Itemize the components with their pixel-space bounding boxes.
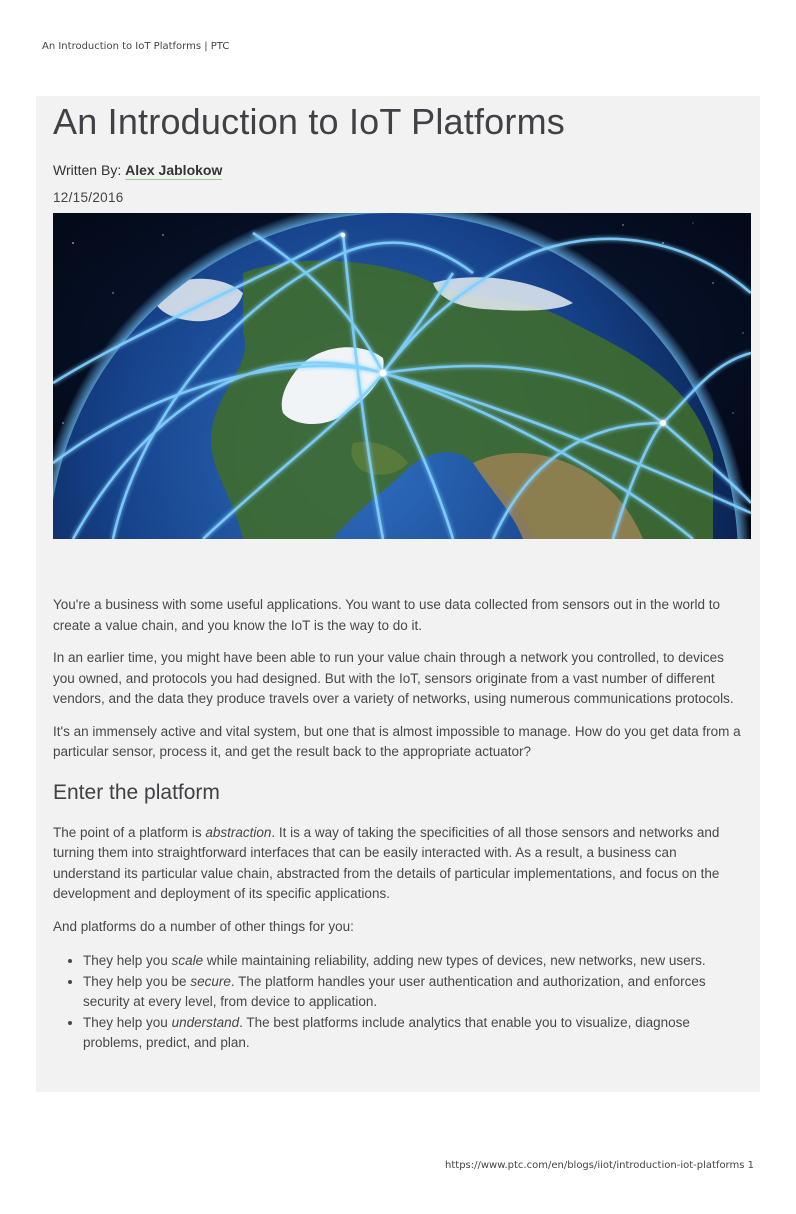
paragraph: You're a business with some useful applications. You want to use data collected from sensors out in the world to create a value chain, and you know the IoT is the way to do it. — [53, 597, 720, 633]
publish-date: 12/15/2016 — [53, 190, 124, 205]
article-title: An Introduction to IoT Platforms — [53, 101, 565, 142]
paragraph: And platforms do a number of other things for you: — [53, 918, 354, 934]
paragraph: In an earlier time, you might have been able to run your value chain through a network you controlled, to devices you owned, and protocols you had designed. But with the IoT, sensors originate from a vast number of different vendors, and the data they produce travels over a variety of networks, using numerous communications protocols. — [53, 650, 734, 706]
section-heading: Enter the platform — [53, 780, 220, 804]
byline — [53, 162, 743, 178]
paragraph: It's an immensely active and vital system, but one that is almost impossible to manage. How do you get data from a particular sensor, process it, and get the result back to the appropriate actuator? — [53, 723, 741, 759]
author-link[interactable]: Alex Jablokow — [125, 162, 223, 178]
print-footer: https://www.ptc.com/en/blogs/iiot/introduction-iot-platforms 1 — [445, 1160, 754, 1171]
print-header: An Introduction to IoT Platforms | PTC — [42, 41, 230, 52]
article — [36, 96, 760, 1092]
globe-network-image — [53, 213, 751, 539]
list-item: • They help you scale while maintaining reliability, adding new types of devices, new networks, new users. — [83, 951, 743, 972]
list-item: • They help you understand. The best platforms include analytics that enable you to visualize, diagnose problems, predict, and plan. — [83, 1013, 743, 1054]
benefits-list — [53, 951, 743, 1054]
paragraph: The point of a platform is abstraction. It is a way of taking the specificities of all those sensors and networks and turning them into straightforward interfaces that can be easily interacted with. As a result, a business can understand its particular value chain, abstracted from the details of particular implementations, and focus on the development and deployment of its specific applications. — [53, 824, 720, 901]
byline-prefix: Written By: — [53, 162, 122, 178]
list-item: • They help you be secure. The platform handles your user authentication and authorization, and enforces security at every level, from device to application. — [83, 972, 743, 1013]
article-body — [53, 595, 743, 1054]
